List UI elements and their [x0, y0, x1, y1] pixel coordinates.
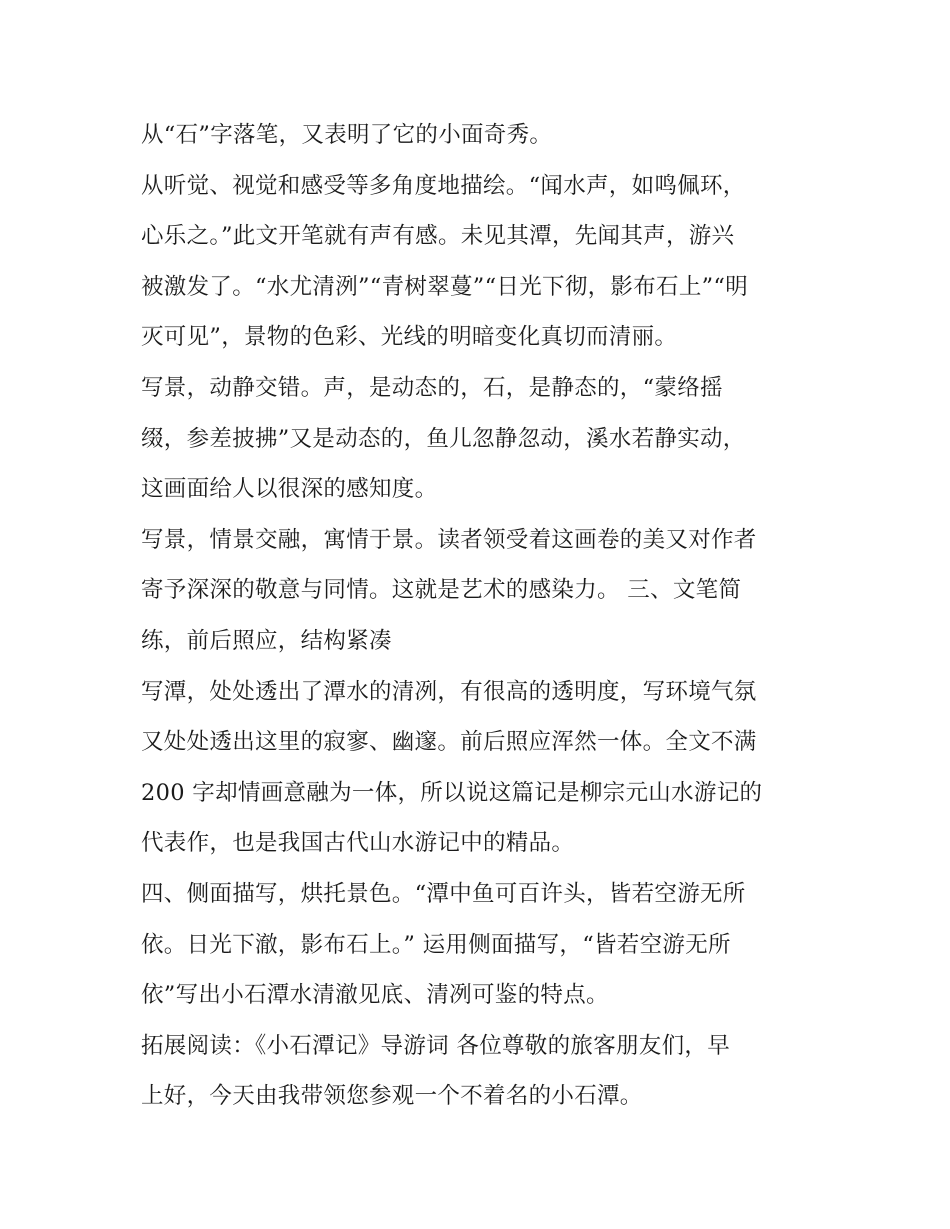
text-line: 从听觉、视觉和感受等多角度地描绘。“闻水声，如鸣佩环，	[141, 172, 746, 199]
text-line: 写景，情景交融，寓情于景。读者领受着这画卷的美又对作者	[141, 526, 757, 553]
text-line: 写景，动静交错。声，是动态的，石，是静态的，“蒙络摇	[141, 374, 723, 401]
document-body	[141, 110, 821, 1122]
text-line: 依。日光下澈，影布石上。” 运用侧面描写，“皆若空游无所	[141, 931, 731, 958]
text-line: 练，前后照应，结构紧凑	[141, 627, 392, 654]
text-line: 写潭，处处透出了潭水的清冽，有很高的透明度，写环境气氛	[141, 678, 757, 705]
text-line: 寄予深深的敬意与同情。这就是艺术的感染力。 三、文笔简	[141, 577, 742, 604]
text-line: 从“石”字落笔，又表明了它的小面奇秀。	[141, 122, 553, 148]
text-line: 拓展阅读：《小石潭记》导游词 各位尊敬的旅客朋友们，早	[141, 1032, 731, 1059]
text-line: 这画面给人以很深的感知度。	[141, 476, 438, 503]
text-line: 又处处透出这里的寂寥、幽邃。前后照应浑然一体。全文不满	[141, 729, 757, 756]
text-line: 被激发了。“水尤清洌”“青树翠蔓”“日光下彻，影布石上”“明	[141, 273, 749, 300]
text-line: 上好，今天由我带领您参观一个不着名的小石潭。	[141, 1083, 643, 1110]
text-line: 代表作，也是我国古代山水游记中的精品。	[141, 830, 575, 857]
text-line: 200 字却情画意融为一体，所以说这篇记是柳宗元山水游记的	[141, 779, 763, 806]
text-line: 四、侧面描写，烘托景色。“潭中鱼可百许头，皆若空游无所	[141, 880, 746, 907]
text-line: 依”写出小石潭水清澈见底、清冽可鉴的特点。	[141, 982, 609, 1009]
text-line: 灭可见”，景物的色彩、光线的明暗变化真切而清丽。	[141, 324, 678, 351]
text-line: 缀，参差披拂”又是动态的，鱼儿忽静忽动，溪水若静实动，	[141, 425, 746, 452]
text-line: 心乐之。”此文开笔就有声有感。未见其潭，先闻其声，游兴	[141, 223, 735, 250]
